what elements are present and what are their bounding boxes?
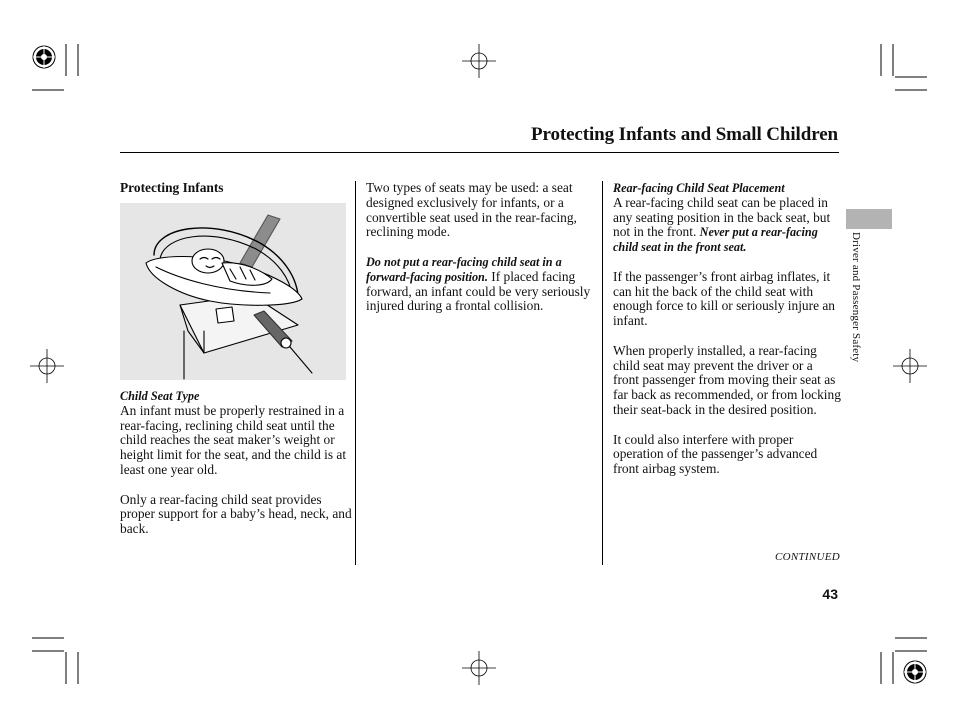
column-divider-2 [602,181,603,565]
subheading-rear-facing-placement: Rear-facing Child Seat Placement [613,181,785,195]
starburst-mark-bottom-right [904,661,926,683]
paragraph-text: If placed facing forward, an infant could be very seriously injured during a frontal collision. [366,268,591,314]
continued-label: CONTINUED [774,551,840,563]
registration-target-right [893,349,927,383]
starburst-mark-top-left [33,46,55,68]
page-number: 43 [822,586,838,602]
paragraph: Two types of seats may be used: a seat designed exclusively for infants, or a convertible seat used in the rear-facing, reclining mode. [366,180,577,240]
registration-target-bottom [462,651,496,685]
registration-target-left [30,349,64,383]
section-tab [846,209,892,229]
section-side-label: Driver and Passenger Safety [850,232,862,363]
infant-seat-figure [120,203,346,380]
title-rule [120,152,839,153]
column-2 [366,181,594,314]
paragraph: When properly installed, a rear-facing child seat may prevent the driver or a front passenger from moving their seat as far back as recommended, or from locking their seat-back in the desired position. [613,342,841,417]
paragraph [613,196,841,255]
paragraph-warning [366,255,594,314]
column-1-lower [120,389,352,537]
warning-text: Do not put a rear-facing child seat in a forward-facing position. [366,254,562,284]
column-divider-1 [355,181,356,565]
section-heading: Protecting Infants [120,180,224,195]
warning-text: Never put a rear-facing child seat in the front seat. [613,225,818,255]
paragraph: If the passenger’s front airbag inflates, it can hit the back of the child seat with enough force to kill or seriously injure an infant. [613,268,836,329]
paragraph-text: A rear-facing child seat can be placed in any seating position in the back seat, but not in the front. [613,194,831,240]
column-3 [613,181,841,477]
paragraph: An infant must be properly restrained in a rear-facing, reclining child seat until the child reaches the seat maker’s weight or height limit for the seat, and the child is at least one year old. [120,402,347,477]
column-1 [120,181,350,196]
paragraph: Only a rear-facing child seat provides proper support for a baby’s head, neck, and back. [120,491,352,537]
page-title: Protecting Infants and Small Children [530,124,838,145]
registration-target-top [462,44,496,78]
infant-seat-illustration-icon [120,203,346,380]
subheading-child-seat-type: Child Seat Type [120,389,200,403]
paragraph: It could also interfere with proper operation of the passenger’s advanced front airbag system. [613,431,818,477]
